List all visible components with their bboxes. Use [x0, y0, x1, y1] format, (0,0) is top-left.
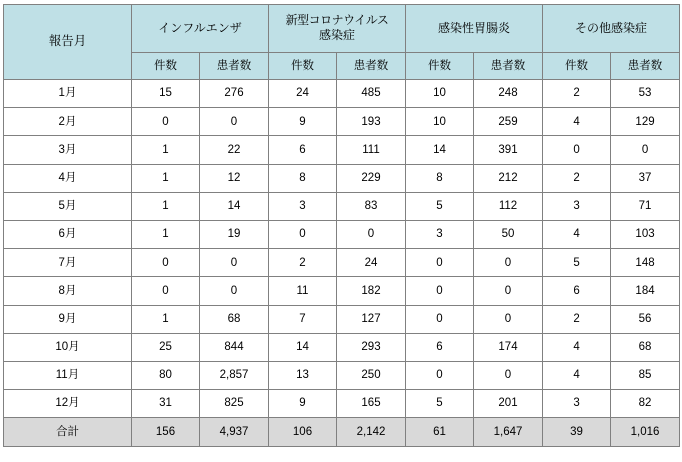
cell: 83: [337, 192, 406, 220]
table-row-total: [4, 418, 680, 447]
cell: 0: [269, 220, 337, 248]
cell: 6: [543, 277, 611, 305]
cell: 4: [543, 333, 611, 361]
cell: 13: [269, 361, 337, 389]
cell: 250: [337, 361, 406, 389]
cell: 248: [474, 80, 543, 108]
cell: 5: [543, 249, 611, 277]
cell: 1: [132, 164, 200, 192]
cell-total: 2,142: [337, 418, 406, 447]
row-label: 12月: [4, 390, 132, 418]
column-group-influenza-line1: インフルエンザ: [158, 20, 242, 35]
column-group-gastroenteritis-line1: 感染性胃腸炎: [438, 20, 511, 35]
cell: 1: [132, 305, 200, 333]
cell: 68: [611, 333, 680, 361]
cell: 10: [406, 108, 474, 136]
row-label: 9月: [4, 305, 132, 333]
cell: 184: [611, 277, 680, 305]
cell-total: 1,647: [474, 418, 543, 447]
cell: 14: [269, 333, 337, 361]
cell: 2: [543, 80, 611, 108]
cell: 1: [132, 220, 200, 248]
row-label: 1月: [4, 80, 132, 108]
subheader-influenza-patients: 患者数: [200, 52, 269, 79]
cell: 0: [406, 305, 474, 333]
row-label-total: 合計: [4, 418, 132, 447]
cell: 3: [543, 192, 611, 220]
row-label: 2月: [4, 108, 132, 136]
table-header: [4, 5, 680, 80]
cell: 56: [611, 305, 680, 333]
cell: 4: [543, 361, 611, 389]
cell: 1: [132, 136, 200, 164]
subheader-other-patients: 患者数: [611, 52, 680, 79]
cell: 0: [200, 108, 269, 136]
cell: 14: [200, 192, 269, 220]
cell: 37: [611, 164, 680, 192]
cell: 82: [611, 390, 680, 418]
table-row: [4, 305, 680, 333]
cell: 212: [474, 164, 543, 192]
table-row: [4, 80, 680, 108]
cell: 112: [474, 192, 543, 220]
cell: 391: [474, 136, 543, 164]
cell: 2: [543, 305, 611, 333]
cell: 8: [269, 164, 337, 192]
row-label: 7月: [4, 249, 132, 277]
cell: 24: [269, 80, 337, 108]
column-group-other: [543, 5, 680, 53]
cell: 182: [337, 277, 406, 305]
cell: 5: [406, 390, 474, 418]
cell: 31: [132, 390, 200, 418]
cell: 85: [611, 361, 680, 389]
cell: 0: [200, 277, 269, 305]
table-row: [4, 361, 680, 389]
cell: 0: [474, 277, 543, 305]
subheader-covid19-patients: 患者数: [337, 52, 406, 79]
cell: 0: [406, 361, 474, 389]
table-row: [4, 108, 680, 136]
cell: 0: [132, 108, 200, 136]
infection-report-table: [3, 4, 680, 447]
cell: 8: [406, 164, 474, 192]
table-row: [4, 136, 680, 164]
cell: 0: [132, 277, 200, 305]
cell: 259: [474, 108, 543, 136]
row-label: 3月: [4, 136, 132, 164]
column-group-covid19: [269, 5, 406, 53]
cell: 22: [200, 136, 269, 164]
cell: 9: [269, 108, 337, 136]
cell: 0: [200, 249, 269, 277]
cell: 201: [474, 390, 543, 418]
cell: 174: [474, 333, 543, 361]
cell-total: 106: [269, 418, 337, 447]
table-row: [4, 192, 680, 220]
cell: 14: [406, 136, 474, 164]
cell: 229: [337, 164, 406, 192]
cell-total: 1,016: [611, 418, 680, 447]
cell: 2,857: [200, 361, 269, 389]
cell: 12: [200, 164, 269, 192]
cell-total: 4,937: [200, 418, 269, 447]
cell: 0: [474, 249, 543, 277]
row-label: 10月: [4, 333, 132, 361]
column-group-influenza: [132, 5, 269, 53]
row-label: 11月: [4, 361, 132, 389]
cell: 2: [269, 249, 337, 277]
cell: 80: [132, 361, 200, 389]
table-row: [4, 333, 680, 361]
cell: 111: [337, 136, 406, 164]
cell: 844: [200, 333, 269, 361]
cell-total: 156: [132, 418, 200, 447]
cell: 165: [337, 390, 406, 418]
cell: 825: [200, 390, 269, 418]
column-group-covid19-line2: 感染症: [318, 28, 355, 43]
table-row: [4, 220, 680, 248]
cell: 129: [611, 108, 680, 136]
cell: 3: [543, 390, 611, 418]
row-label: 6月: [4, 220, 132, 248]
cell: 0: [406, 277, 474, 305]
column-group-other-line1: その他感染症: [575, 20, 648, 35]
cell: 6: [269, 136, 337, 164]
subheader-other-cases: 件数: [543, 52, 611, 79]
cell: 19: [200, 220, 269, 248]
cell: 10: [406, 80, 474, 108]
row-label: 8月: [4, 277, 132, 305]
cell: 25: [132, 333, 200, 361]
cell: 148: [611, 249, 680, 277]
cell: 0: [543, 136, 611, 164]
cell: 24: [337, 249, 406, 277]
cell: 4: [543, 108, 611, 136]
cell: 193: [337, 108, 406, 136]
header-row-groups: [4, 5, 680, 53]
table-row: [4, 277, 680, 305]
cell-total: 61: [406, 418, 474, 447]
table-body: [4, 80, 680, 447]
cell: 68: [200, 305, 269, 333]
column-group-gastroenteritis: [406, 5, 543, 53]
cell: 0: [337, 220, 406, 248]
subheader-gastroenteritis-patients: 患者数: [474, 52, 543, 79]
cell: 7: [269, 305, 337, 333]
table-row: [4, 390, 680, 418]
table-row: [4, 249, 680, 277]
cell: 5: [406, 192, 474, 220]
cell: 485: [337, 80, 406, 108]
cell: 3: [269, 192, 337, 220]
table-row: [4, 164, 680, 192]
cell: 4: [543, 220, 611, 248]
cell: 9: [269, 390, 337, 418]
cell: 276: [200, 80, 269, 108]
cell: 1: [132, 192, 200, 220]
cell-total: 39: [543, 418, 611, 447]
cell: 3: [406, 220, 474, 248]
cell: 2: [543, 164, 611, 192]
row-label: 4月: [4, 164, 132, 192]
cell: 0: [611, 136, 680, 164]
column-group-covid19-line1: 新型コロナウイルス: [285, 12, 389, 27]
cell: 15: [132, 80, 200, 108]
cell: 293: [337, 333, 406, 361]
row-label: 5月: [4, 192, 132, 220]
cell: 71: [611, 192, 680, 220]
subheader-gastroenteritis-cases: 件数: [406, 52, 474, 79]
cell: 0: [474, 361, 543, 389]
cell: 50: [474, 220, 543, 248]
cell: 53: [611, 80, 680, 108]
cell: 0: [406, 249, 474, 277]
cell: 0: [132, 249, 200, 277]
cell: 6: [406, 333, 474, 361]
cell: 0: [474, 305, 543, 333]
column-header-month: 報告月: [4, 5, 132, 80]
subheader-influenza-cases: 件数: [132, 52, 200, 79]
cell: 11: [269, 277, 337, 305]
cell: 103: [611, 220, 680, 248]
subheader-covid19-cases: 件数: [269, 52, 337, 79]
cell: 127: [337, 305, 406, 333]
